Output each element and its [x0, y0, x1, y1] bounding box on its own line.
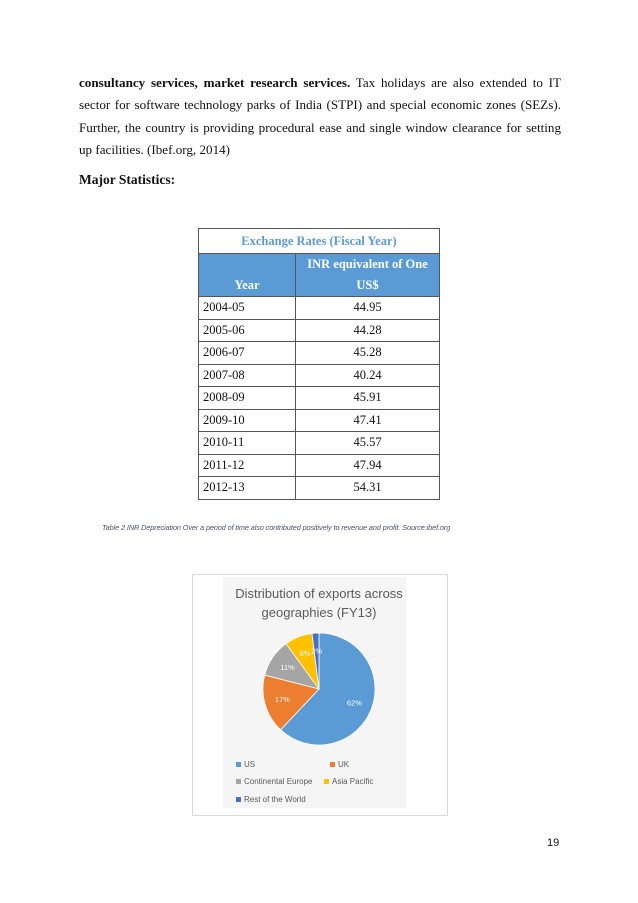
pie-data-label: 17%	[274, 695, 290, 705]
legend-label: Rest of the World	[244, 795, 306, 804]
legend-item-uk	[330, 760, 349, 769]
year-cell: 2005-06	[199, 319, 296, 342]
year-cell: 2011-12	[199, 454, 296, 477]
table-row	[199, 319, 440, 342]
value-cell: 54.31	[296, 477, 440, 500]
table-row	[199, 409, 440, 432]
table-row	[199, 477, 440, 500]
pie-data-label: 2%	[311, 646, 323, 656]
value-cell: 47.41	[296, 409, 440, 432]
page-number: 19	[547, 837, 560, 849]
table-row	[199, 342, 440, 365]
value-cell: 45.57	[296, 432, 440, 455]
pie-chart	[192, 574, 446, 814]
table-row	[199, 454, 440, 477]
table-row	[199, 364, 440, 387]
legend-item-asia-pacific	[324, 777, 373, 786]
legend-swatch	[236, 797, 241, 802]
legend-item-rest-of-world	[236, 795, 306, 804]
pie-data-label: 11%	[280, 663, 295, 673]
legend-label: Continental Europe	[244, 777, 313, 786]
value-cell: 45.91	[296, 387, 440, 410]
table-header-year: Year	[199, 275, 296, 297]
table-row	[199, 297, 440, 320]
pie-data-label: 8%	[299, 649, 311, 659]
value-cell: 45.28	[296, 342, 440, 365]
chart-title-line1: Distribution of exports across	[235, 586, 403, 601]
legend-label: Asia Pacific	[332, 777, 374, 786]
value-cell: 44.95	[296, 297, 440, 320]
table-header-usd: US$	[296, 275, 440, 297]
year-cell: 2006-07	[199, 342, 296, 365]
table-caption: Table 2 INR Depreciation Over a period of time also contributed positively to revenue and profit. Source:ibef.org	[102, 523, 451, 532]
year-cell: 2012-13	[199, 477, 296, 500]
year-cell: 2008-09	[199, 387, 296, 410]
pie-data-label: 62%	[346, 698, 362, 708]
intro-paragraph	[79, 72, 561, 162]
year-cell: 2004-05	[199, 297, 296, 320]
table-row	[199, 387, 440, 410]
chart-title-line2: geographies (FY13)	[261, 605, 377, 620]
table-row	[199, 432, 440, 455]
table-header-inr: INR equivalent of One	[296, 254, 440, 276]
year-cell: 2009-10	[199, 409, 296, 432]
table-header-blank	[199, 254, 296, 276]
legend-label: UK	[338, 760, 350, 769]
legend-swatch	[324, 779, 329, 784]
intro-text: Tax holidays are also extended to IT sector for software technology parks of India (STPI) and special economic zones (SEZs). Further, the country is providing procedural ease and single window clearance for setting up facilities. (Ibef.org, 2014)	[79, 75, 561, 158]
value-cell: 44.28	[296, 319, 440, 342]
legend-item-continental-europe	[236, 777, 313, 786]
value-cell: 40.24	[296, 364, 440, 387]
section-heading: Major Statistics:	[79, 172, 176, 187]
table-title: Exchange Rates (Fiscal Year)	[199, 229, 440, 254]
legend-label: US	[244, 760, 256, 769]
year-cell: 2010-11	[199, 432, 296, 455]
legend-swatch	[236, 762, 241, 767]
intro-bold-text: consultancy services, market research services.	[79, 75, 351, 90]
legend-swatch	[330, 762, 335, 767]
exchange-rate-table	[198, 228, 440, 500]
year-cell: 2007-08	[199, 364, 296, 387]
legend-swatch	[236, 779, 241, 784]
legend-item-us	[236, 760, 255, 769]
value-cell: 47.94	[296, 454, 440, 477]
